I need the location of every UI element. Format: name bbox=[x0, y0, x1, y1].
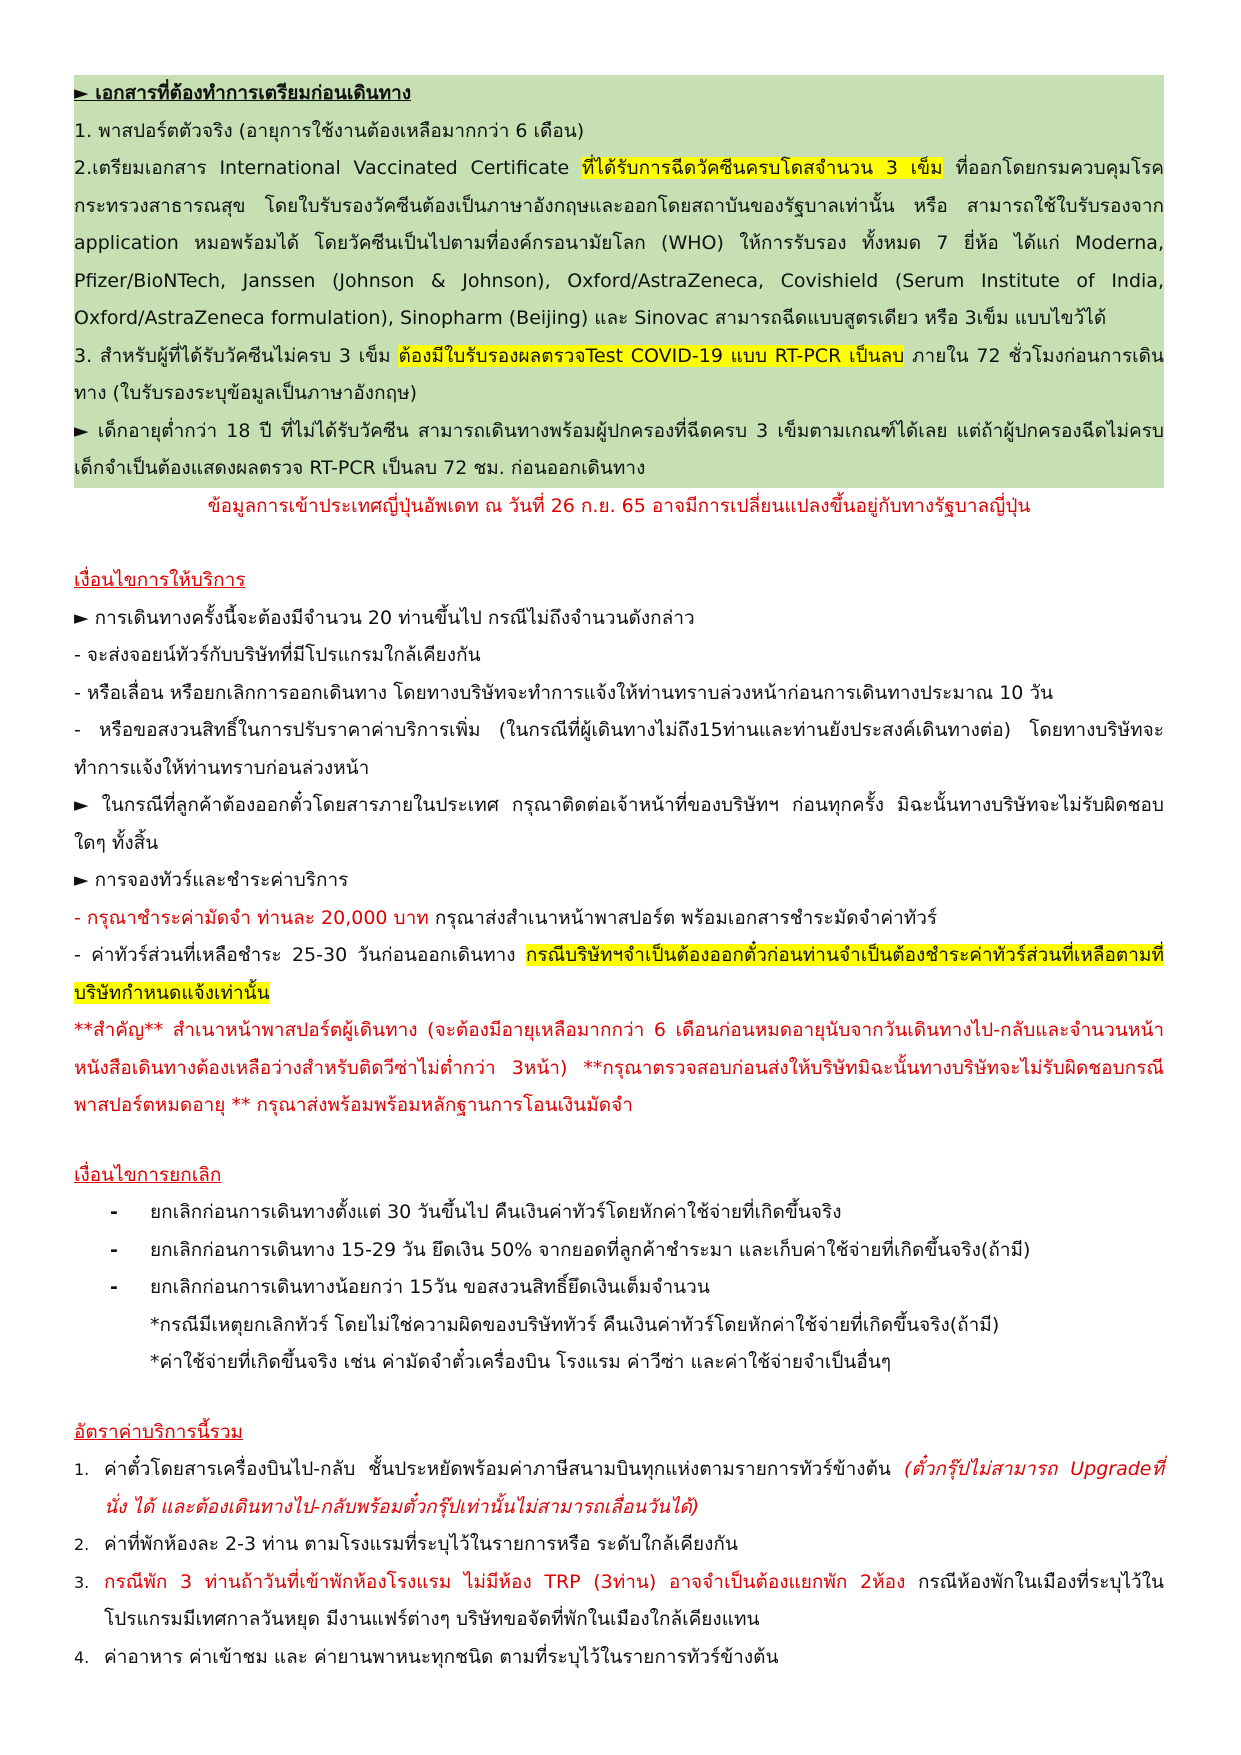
rates-item-red-note: กรณีพัก 3 ท่านถ้าวันที่เข้าพักห้องโรงแรม ไม่มีห้อง TRP (3ท่าน) อาจจำเป็นต้องแยกพัก 2ห้อง bbox=[104, 1570, 906, 1593]
section-spacer bbox=[74, 1382, 1164, 1414]
service-conditions-heading: เงื่อนไขการให้บริการ bbox=[74, 569, 246, 591]
travel-documents-block bbox=[74, 75, 1164, 488]
item-2-text: 2.เตรียมเอกสาร International Vaccinated Certificate bbox=[74, 157, 582, 179]
item-3-highlight: ต้องมีใบรับรองผลตรวจTest COVID-19 แบบ RT-PCR เป็นลบ bbox=[398, 344, 905, 367]
deposit-amount: - กรุณาชำระค่ามัดจำ ท่านละ 20,000 บาท bbox=[74, 906, 429, 929]
rates-item-number: 3. bbox=[74, 1572, 90, 1592]
service-condition-line: ► การเดินทางครั้งนี้จะต้องมีจำนวน 20 ท่านขึ้นไป กรณีไม่ถึงจำนวนดังกล่าว bbox=[74, 606, 695, 629]
rates-item-number: 1. bbox=[74, 1460, 90, 1479]
rates-item bbox=[74, 1526, 1164, 1564]
rates-item-text: ค่าตั๋วโดยสารเครื่องบินไป-กลับ ชั้นประหยัดพร้อมค่าภาษีสนามบินทุกแห่งตามรายการทัวร์ข้างต้น bbox=[104, 1458, 904, 1480]
dash-bullet: - bbox=[110, 1238, 118, 1261]
service-condition-line: - หรือขอสงวนสิทธิ์ในการปรับราคาค่าบริการเพิ่ม (ในกรณีที่ผู้เดินทางไม่ถึง15ท่านและท่านยังประสงค์เดินทางต่อ) โดยทางบริษัทจะทำการแจ้งให้ท่านทราบก่อนล่วงหน้า bbox=[74, 719, 1164, 779]
rates-item bbox=[74, 1639, 1164, 1677]
rates-item-text: กรณีห้องพักในเมืองที่ระบุไว้ในโปรแกรมมีเทศกาลวันหยุด มีงานแฟร์ต่างๆ บริษัทขอจัดที่พักในเมืองใกล้เคียงแทน bbox=[104, 1570, 1164, 1630]
dash-bullet: - bbox=[110, 1201, 118, 1223]
cancellation-heading: เงื่อนไขการยกเลิก bbox=[74, 1163, 222, 1186]
cancellation-note: *กรณีมีเหตุยกเลิกทัวร์ โดยไม่ใช่ความผิดของบริษัททัวร์ คืนเงินค่าทัวร์โดยหักค่าใช้จ่ายที่เกิดขึ้นจริง(ถ้ามี) bbox=[150, 1313, 1000, 1336]
balance-highlight: กรณีบริษัทฯจำเป็นต้องออกตั๋วก่อนท่านจำเป็นต้องชำระค่าทัวร์ส่วนที่เหลือตามที่บริษัทกำหนดแจ้งเท่านั้น bbox=[74, 944, 1164, 1004]
important-passport-note: **สำคัญ** สำเนาหน้าพาสปอร์ตผู้เดินทาง (จะต้องมีอายุเหลือมากกว่า 6 เดือนก่อนหมดอายุนับจากวันเดินทางไป-กลับและจำนวนหน้าหนังสือเดินทางต้องเหลือว่างสำหรับติดวีซ่าไม่ต่ำกว่า 3หน้า) **กรุณาตรวจสอบก่อนส่งให้บริษัทมิฉะนั้นทางบริษัทจะไม่รับผิดชอบกรณีพาสปอร์ตหมดอายุ ** กรุณาส่งพร้อมพร้อมหลักฐานการโอนเงินมัดจำ bbox=[74, 1019, 1164, 1116]
rates-item-text: ค่าอาหาร ค่าเข้าชม และ ค่ายานพาหนะทุกชนิด ตามที่ระบุไว้ในรายการทัวร์ข้างต้น bbox=[104, 1645, 779, 1668]
travel-documents-item-3 bbox=[74, 338, 1164, 413]
cancellation-item bbox=[74, 1232, 1164, 1270]
rates-item-red-note: (ตั๋วกรุ๊ปไม่สามารถ Upgradeที่นั่ง ได้ และต้องเดินทางไป-กลับพร้อมตั๋วกรุ๊ปเท่านั้นไม่สามารถเลื่อนวันได้) bbox=[104, 1458, 1164, 1518]
cancellation-item bbox=[74, 1194, 1164, 1232]
service-condition-line: - หรือเลื่อน หรือยกเลิกการออกเดินทาง โดยทางบริษัทจะทำการแจ้งให้ท่านทราบล่วงหน้าก่อนการเดินทางประมาณ 10 วัน bbox=[74, 681, 1054, 704]
section-spacer bbox=[74, 1125, 1164, 1157]
cancellation-item bbox=[74, 1269, 1164, 1307]
service-condition-line: ► การจองทัวร์และชำระค่าบริการ bbox=[74, 869, 349, 891]
rates-item bbox=[74, 1451, 1164, 1526]
travel-documents-item-1: 1. พาสปอร์ตตัวจริง (อายุการใช้งานต้องเหลือมากกว่า 6 เดือน) bbox=[74, 119, 585, 142]
travel-documents-item-2 bbox=[74, 150, 1164, 338]
cancellation-item-text: ยกเลิกก่อนการเดินทางน้อยกว่า 15วัน ขอสงวนสิทธิ์ยึดเงินเต็มจำนวน bbox=[150, 1276, 710, 1298]
rates-item bbox=[74, 1564, 1164, 1639]
item-3-text: 3. สำหรับผู้ที่ได้รับวัคซีนไม่ครบ 3 เข็ม bbox=[74, 344, 399, 367]
item-2-text-rest: ที่ออกโดยกรมควบคุมโรค กระทรวงสาธารณสุข โดยใบรับรองวัคซีนต้องเป็นภาษาอังกฤษและออกโดยสถาบันของรัฐบาลเท่านั้น หรือ สามารถใช้ใบรับรองจาก application หมอพร้อมได้ โดยวัคซีนเป็นไปตามที่องค์กรอนามัยโลก (WHO) ให้การรับรอง ทั้งหมด 7 ยี่ห้อ ได้แก่ Moderna, Pfizer/BioNTech, Janssen (Johnson & Johnson), Oxford/AstraZeneca, Covishield (Serum Institute of India, Oxford/AstraZeneca formulation), Sinopharm (Beijing) และ Sinovac สามารถฉีดแบบสูตรเดียว หรือ 3เข็ม แบบไขว้ได้ bbox=[74, 157, 1164, 329]
rates-item-number: 2. bbox=[74, 1535, 90, 1554]
service-condition-line: - จะส่งจอยน์ทัวร์กับบริษัทที่มีโปรแกรมใกล้เคียงกัน bbox=[74, 644, 481, 666]
item-3-text-rest: ภายใน 72 ชั่วโมงก่อนการเดินทาง (ใบรับรองระบุข้อมูลเป็นภาษาอังกฤษ) bbox=[74, 344, 1164, 404]
rates-item-text: ค่าที่พักห้องละ 2-3 ท่าน ตามโรงแรมที่ระบุไว้ในรายการหรือ ระดับใกล้เคียงกัน bbox=[104, 1533, 738, 1555]
travel-documents-heading: ► เอกสารที่ต้องทำการเตรียมก่อนเดินทาง bbox=[74, 82, 412, 104]
section-spacer bbox=[74, 525, 1164, 562]
balance-text: - ค่าทัวร์ส่วนที่เหลือชำระ 25-30 วันก่อนออกเดินทาง bbox=[74, 944, 526, 966]
cancellation-item-text: ยกเลิกก่อนการเดินทางตั้งแต่ 30 วันขึ้นไป คืนเงินค่าทัวร์โดยหักค่าใช้จ่ายที่เกิดขึ้นจริง bbox=[150, 1201, 842, 1223]
balance-payment-line bbox=[74, 937, 1164, 1012]
service-condition-line: ► ในกรณีที่ลูกค้าต้องออกตั๋วโดยสารภายในประเทศ กรุณาติดต่อเจ้าหน้าที่ของบริษัทฯ ก่อนทุกครั้ง มิฉะนั้นทางบริษัทจะไม่รับผิดชอบใดๆ ทั้งสิ้น bbox=[74, 794, 1164, 854]
document-content bbox=[74, 75, 1164, 1676]
item-2-highlight: ที่ได้รับการฉีดวัคซีนครบโดสจำนวน 3 เข็ม bbox=[581, 157, 943, 179]
rates-included-heading: อัตราค่าบริการนี้รวม bbox=[74, 1420, 244, 1443]
cancellation-item-text: ยกเลิกก่อนการเดินทาง 15-29 วัน ยึดเงิน 50% จากยอดที่ลูกค้าชำระมา และเก็บค่าใช้จ่ายที่เกิดขึ้นจริง(ถ้ามี) bbox=[150, 1238, 1031, 1261]
deposit-line bbox=[74, 900, 1164, 938]
dash-bullet: - bbox=[110, 1276, 118, 1298]
deposit-instructions: กรุณาส่งสำเนาหน้าพาสปอร์ต พร้อมเอกสารชำระมัดจำค่าทัวร์ bbox=[428, 906, 938, 929]
travel-documents-item-4: ► เด็กอายุต่ำกว่า 18 ปี ที่ไม่ได้รับวัคซีน สามารถเดินทางพร้อมผู้ปกครองที่ฉีดครบ 3 เข็มตามเกณฑ์ได้เลย แต่ถ้าผู้ปกครองฉีดไม่ครบ เด็กจำเป็นต้องแสดงผลตรวจ RT-PCR เป็นลบ 72 ชม. ก่อนออกเดินทาง bbox=[74, 419, 1164, 479]
update-notice: ข้อมูลการเข้าประเทศญี่ปุ่นอัพเดท ณ วันที่ 26 ก.ย. 65 อาจมีการเปลี่ยนแปลงขึ้นอยู่กับทางรัฐบาลญี่ปุ่น bbox=[207, 494, 1031, 517]
rates-item-number: 4. bbox=[74, 1647, 90, 1667]
cancellation-note: *ค่าใช้จ่ายที่เกิดขึ้นจริง เช่น ค่ามัดจำตั๋วเครื่องบิน โรงแรม ค่าวีซ่า และค่าใช้จ่ายจำเป็นอื่นๆ bbox=[150, 1351, 892, 1373]
